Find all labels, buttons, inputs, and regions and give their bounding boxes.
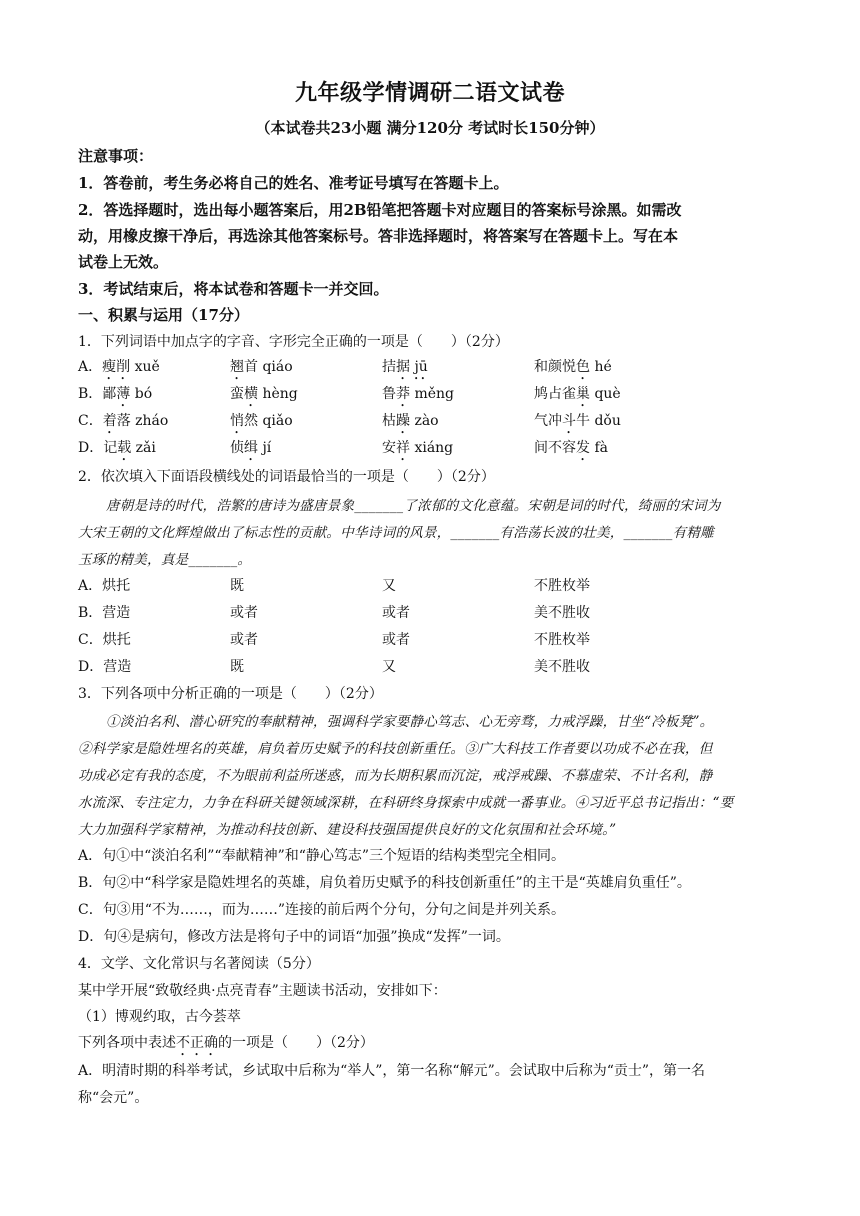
- q4-option-cont: 称“会元”。: [78, 1090, 149, 1106]
- notice-item: 1．答卷前，考生务必将自己的姓名、准考证号填写在答题卡上。: [78, 174, 509, 192]
- q2-passage-line: 玉琢的精美，真是_______。: [78, 552, 252, 568]
- q3-passage-line: ②科学家是隐姓埋名的英雄，肩负着历史赋予的科技创新重任。③广大科技工作者要以功成不必在我，但: [78, 741, 713, 757]
- q3-passage-line: ①淡泊名利、潜心研究的奉献精神，强调科学家要静心笃志、心无旁骛，力戒浮躁，甘坐“冷板凳”。: [106, 714, 714, 730]
- q4-sub-stem: 下列各项中表述不正确的一项是（ ）（2分）: [78, 1035, 374, 1051]
- q3-option: C．句③用“不为……，而为……”连接的前后两个分句，分句之间是并列关系。: [78, 902, 566, 918]
- q1-option-cell: 鸠占雀巢 què: [534, 386, 621, 402]
- q1-option-cell: 侦缉 jí: [230, 440, 272, 456]
- q2-option-cell: 美不胜收: [534, 659, 590, 675]
- q2-option-cell: 或者: [382, 632, 410, 648]
- q3-stem: 3．下列各项中分析正确的一项是（ ）（2分）: [78, 686, 383, 702]
- q4-sub-heading: （1）博观约取，古今荟萃: [78, 1009, 241, 1025]
- q2-option-cell: 又: [382, 659, 396, 675]
- q3-option: A．句①中“淡泊名利”“奉献精神”和“静心笃志”三个短语的结构类型完全相同。: [78, 848, 566, 864]
- q3-option: B．句②中“科学家是隐姓埋名的英雄，肩负着历史赋予的科技创新重任”的主干是“英雄肩负重任”。: [78, 875, 691, 891]
- q1-option-cell: 气冲斗牛 dǒu: [534, 413, 621, 429]
- section-heading: 一、积累与运用（17分）: [78, 306, 249, 324]
- q1-option-cell: 和颜悦色 hé: [534, 359, 612, 375]
- q2-option-cell: 或者: [230, 632, 258, 648]
- q2-option-cell: D．营造: [78, 659, 132, 675]
- q2-option-cell: 或者: [382, 605, 410, 621]
- q1-option-cell: 拮据 jū: [382, 359, 428, 375]
- q2-option-cell: B．营造: [78, 605, 131, 621]
- notice-item: 2．答选择题时，选出每小题答案后，用2B铅笔把答题卡对应题目的答案标号涂黑。如需改: [78, 201, 682, 219]
- q2-option-cell: 美不胜收: [534, 605, 590, 621]
- q1-option-cell: 间不容发 fà: [534, 440, 608, 456]
- q4-intro: 某中学开展“致敬经典·点亮青春”主题读书活动，安排如下：: [78, 983, 447, 999]
- q1-option-cell: 蛮横 hèng: [230, 386, 298, 402]
- q2-option-cell: 不胜枚举: [534, 578, 590, 594]
- q2-option-cell: A．烘托: [78, 578, 131, 594]
- q2-option-cell: C．烘托: [78, 632, 131, 648]
- q2-option-cell: 又: [382, 578, 396, 594]
- q3-passage-line: 功成必定有我的态度，不为眼前利益所迷惑，而为长期积累而沉淀，戒浮戒躁、不慕虚荣、不计名利，静: [78, 768, 713, 784]
- page-subtitle: （本试卷共23小题 满分120分 考试时长150分钟）: [255, 119, 605, 137]
- page-title: 九年级学情调研二语文试卷: [294, 80, 565, 106]
- q4-stem: 4．文学、文化常识与名著阅读（5分）: [78, 956, 320, 972]
- q3-passage-line: 大力加强科学家精神，为推动科技创新、建设科技强国提供良好的文化氛围和社会环境。”: [78, 822, 617, 838]
- q3-passage-line: 水流深、专注定力，力争在科研关键领域深耕，在科研终身探索中成就一番事业。④习近平总书记指出：“要: [78, 795, 734, 811]
- q1-stem: 1．下列词语中加点字的字音、字形完全正确的一项是（ ）（2分）: [78, 334, 509, 350]
- q1-option-cell: 安祥 xiáng: [382, 440, 454, 456]
- q1-option-cell: 鲁莽 měng: [382, 386, 454, 402]
- q1-option-cell: A．瘦削 xuě: [78, 359, 160, 375]
- notice-item: 试卷上无效。: [78, 253, 169, 271]
- notice-heading: 注意事项：: [78, 147, 154, 165]
- q2-passage-line: 大宋王朝的文化辉煌做出了标志性的贡献。中华诗词的风景，_______有浩荡长波的壮美，_______有精雕: [78, 525, 714, 541]
- q1-option-cell: D．记载 zǎi: [78, 440, 156, 456]
- q1-option-cell: B．鄙薄 bó: [78, 386, 153, 402]
- q2-option-cell: 或者: [230, 605, 258, 621]
- q2-passage-line: 唐朝是诗的时代，浩繁的唐诗为盛唐景象_______了浓郁的文化意蕴。宋朝是词的时代，绮丽的宋词为: [106, 498, 721, 514]
- q1-option-cell: 悄然 qiǎo: [230, 413, 293, 429]
- q1-option-cell: 枯躁 zào: [382, 413, 439, 429]
- q1-option-cell: 翘首 qiáo: [230, 359, 293, 375]
- notice-item: 动，用橡皮擦干净后，再选涂其他答案标号。答非选择题时，将答案写在答题卡上。写在本: [78, 227, 679, 245]
- q1-option-cell: C．着落 zháo: [78, 413, 169, 429]
- q2-stem: 2．依次填入下面语段横线处的词语最恰当的一项是（ ）（2分）: [78, 469, 495, 485]
- q3-option: D．句④是病句，修改方法是将句子中的词语“加强”换成“发挥”一词。: [78, 929, 510, 945]
- q2-option-cell: 不胜枚举: [534, 632, 590, 648]
- q4-option: A．明清时期的科举考试，乡试取中后称为“举人”，第一名称“解元”。会试取中后称为“贡士”，第一名: [78, 1063, 706, 1079]
- q2-option-cell: 既: [230, 659, 244, 675]
- q2-option-cell: 既: [230, 578, 244, 594]
- notice-item: 3．考试结束后，将本试卷和答题卡一并交回。: [78, 280, 389, 298]
